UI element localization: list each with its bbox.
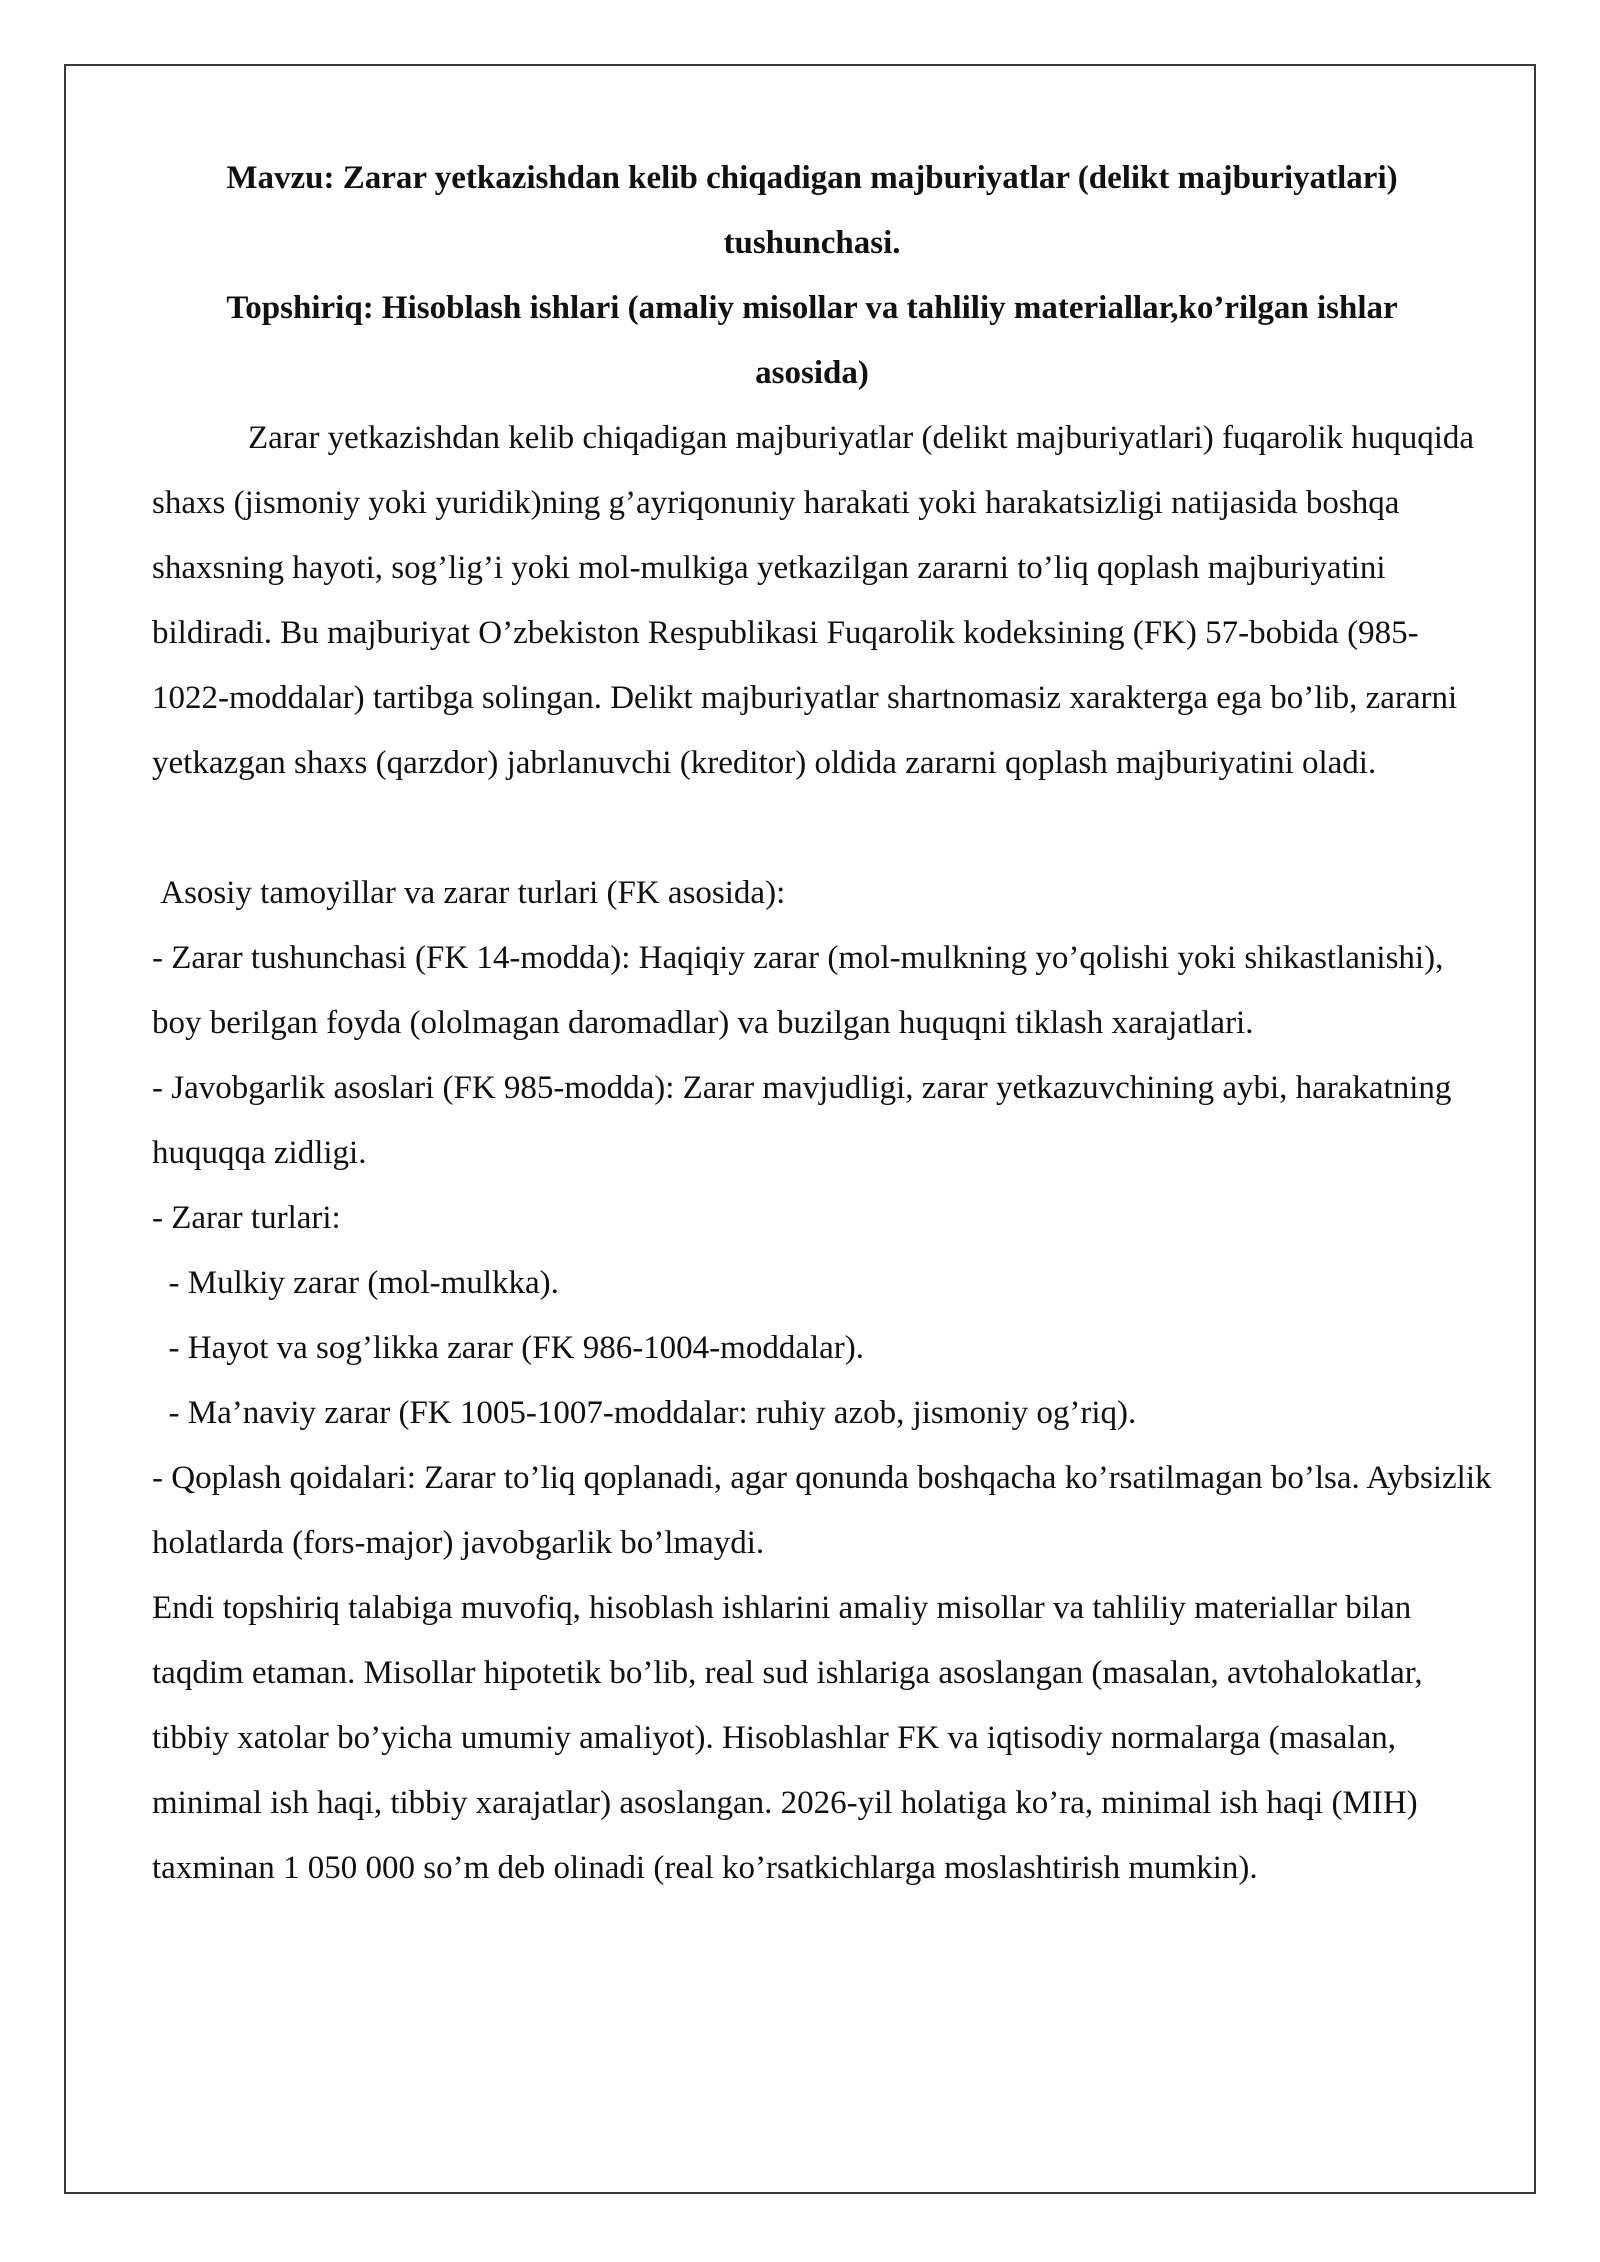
- task-heading: Topshiriq: Hisoblash ishlari (amaliy misollar va tahliliy materiallar,ko’rilgan ishlar asosida): [226, 290, 1398, 391]
- list-item: - Zarar tushunchasi (FK 14-modda): Haqiqiy zarar (mol-mulkning yo’qolishi yoki shikastlanishi), boy berilgan foyda (ololmagan daromadlar) va buzilgan huquqni tiklash xarajatlari.: [152, 940, 1452, 1041]
- sub-list-item: - Hayot va sog’likka zarar (FK 986-1004-moddalar).: [152, 1330, 865, 1366]
- list-item: - Javobgarlik asoslari (FK 985-modda): Zarar mavjudligi, zarar yetkazuvchining aybi, harakatning huquqqa zidligi.: [152, 1070, 1460, 1171]
- sub-list-item: - Ma’naviy zarar (FK 1005-1007-moddalar: ruhiy azob, jismoniy og’riq).: [152, 1395, 1137, 1431]
- list-item: - Qoplash qoidalari: Zarar to’liq qoplanadi, agar qonunda boshqacha ko’rsatilmagan bo’lsa. Aybsizlik holatlarda (fors-major) javobgarlik bo’lmaydi.: [152, 1460, 1500, 1561]
- list-item: - Zarar turlari:: [152, 1200, 341, 1236]
- sub-list-item: - Mulkiy zarar (mol-mulkka).: [152, 1265, 559, 1301]
- paragraph-spacer: [152, 796, 1492, 861]
- principles-title: Asosiy tamoyillar va zarar turlari (FK asosida):: [152, 875, 786, 911]
- document-body: [152, 146, 1500, 1901]
- topic-heading: Mavzu: Zarar yetkazishdan kelib chiqadigan majburiyatlar (delikt majburiyatlari) tushunchasi.: [226, 160, 1398, 261]
- intro-paragraph: Zarar yetkazishdan kelib chiqadigan majburiyatlar (delikt majburiyatlari) fuqarolik huquqida shaxs (jismoniy yoki yuridik)ning g’ayriqonuniy harakati yoki harakatsizligi natijasida boshqa shaxsning hayoti, sog’lig’i yoki mol-mulkiga yetkazilgan zararni to’liq qoplash majburiyatini bildiradi. Bu majburiyat O’zbekiston Respublikasi Fuqarolik kodeksining (FK) 57-bobida (985-1022-moddalar) tartibga solingan. Delikt majburiyatlar shartnomasiz xarakterga ega bo’lib, zararni yetkazgan shaxs (qarzdor) jabrlanuvchi (kreditor) oldida zararni qoplash majburiyatini oladi.: [152, 420, 1483, 781]
- closing-paragraph: Endi topshiriq talabiga muvofiq, hisoblash ishlarini amaliy misollar va tahliliy materiallar bilan taqdim etaman. Misollar hipotetik bo’lib, real sud ishlariga asoslangan (masalan, avtohalokatlar, tibbiy xatolar bo’yicha umumiy amaliyot). Hisoblashlar FK va iqtisodiy normalarga (masalan, minimal ish haqi, tibbiy xarajatlar) asoslangan. 2026-yil holatiga ko’ra, minimal ish haqi (MIH) taxminan 1 050 000 so’m deb olinadi (real ko’rsatkichlarga moslashtirish mumkin).: [152, 1590, 1431, 1886]
